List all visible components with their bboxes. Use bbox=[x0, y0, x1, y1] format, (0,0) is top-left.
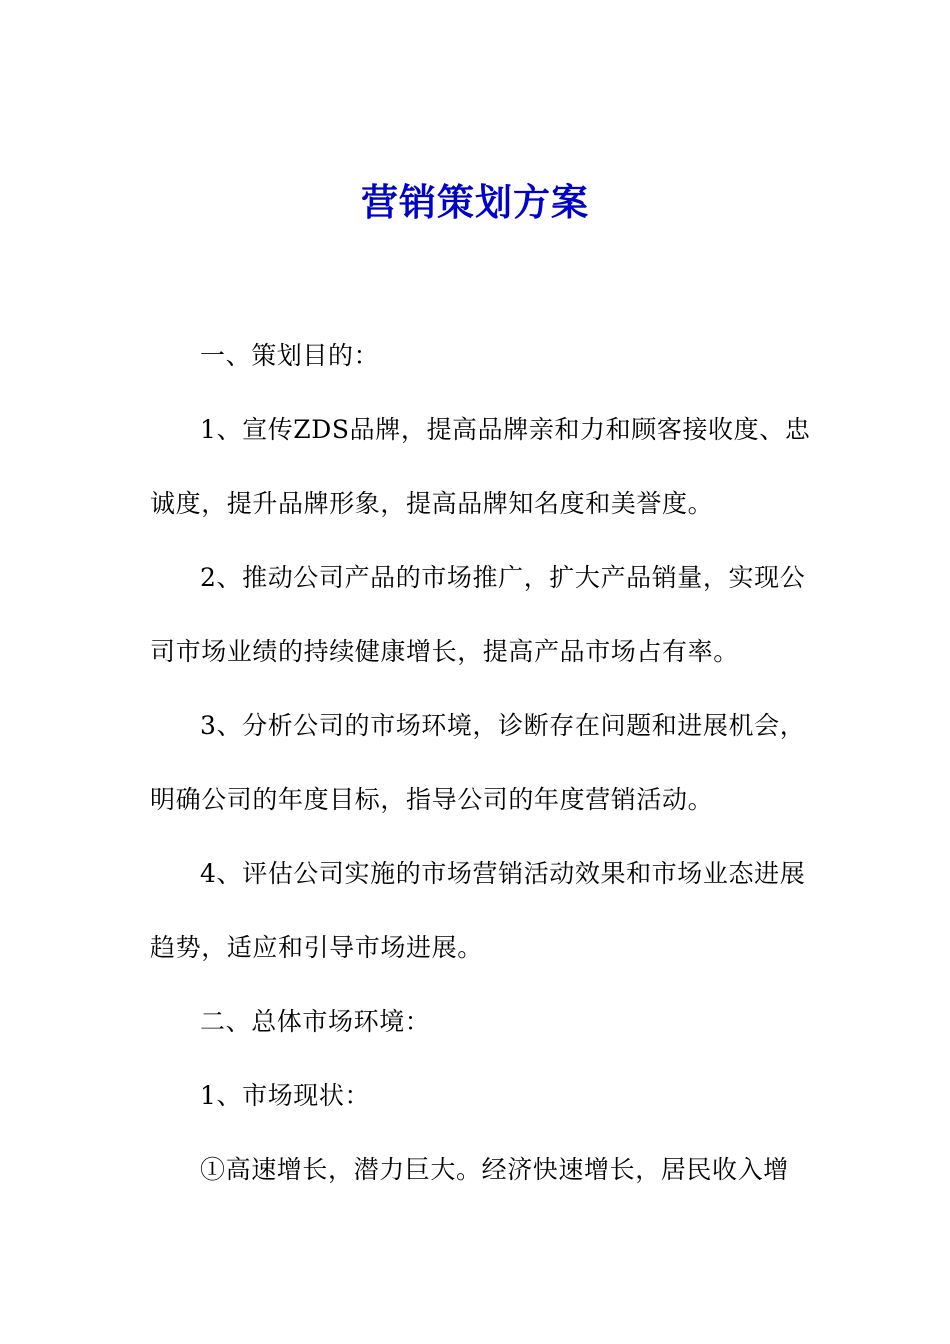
paragraph-line: 3、分析公司的市场环境，诊断存在问题和进展机会， bbox=[200, 711, 806, 740]
paragraph-line: 明确公司的年度目标，指导公司的年度营销活动。 bbox=[150, 785, 714, 814]
paragraph-line: ①高速增长，潜力巨大。经济快速增长，居民收入增 bbox=[200, 1155, 789, 1184]
paragraph-line: 司市场业绩的持续健康增长，提高产品市场占有率。 bbox=[150, 637, 739, 666]
paragraph-line: 4、评估公司实施的市场营销活动效果和市场业态进展 bbox=[200, 859, 806, 888]
paragraph-line: 2、推动公司产品的市场推广，扩大产品销量，实现公 bbox=[200, 563, 806, 592]
subsection-heading: 1、市场现状： bbox=[200, 1081, 371, 1110]
section-heading: 二、总体市场环境： bbox=[200, 1007, 431, 1036]
paragraph-line: 诚度，提升品牌形象，提高品牌知名度和美誉度。 bbox=[150, 489, 714, 518]
paragraph-line: 1、宣传ZDS品牌，提高品牌亲和力和顾客接收度、忠 bbox=[200, 415, 811, 444]
page-title: 营销策划方案 bbox=[361, 180, 589, 224]
paragraph-line: 趋势，适应和引导市场进展。 bbox=[150, 933, 483, 962]
section-heading: 一、策划目的： bbox=[200, 341, 380, 370]
